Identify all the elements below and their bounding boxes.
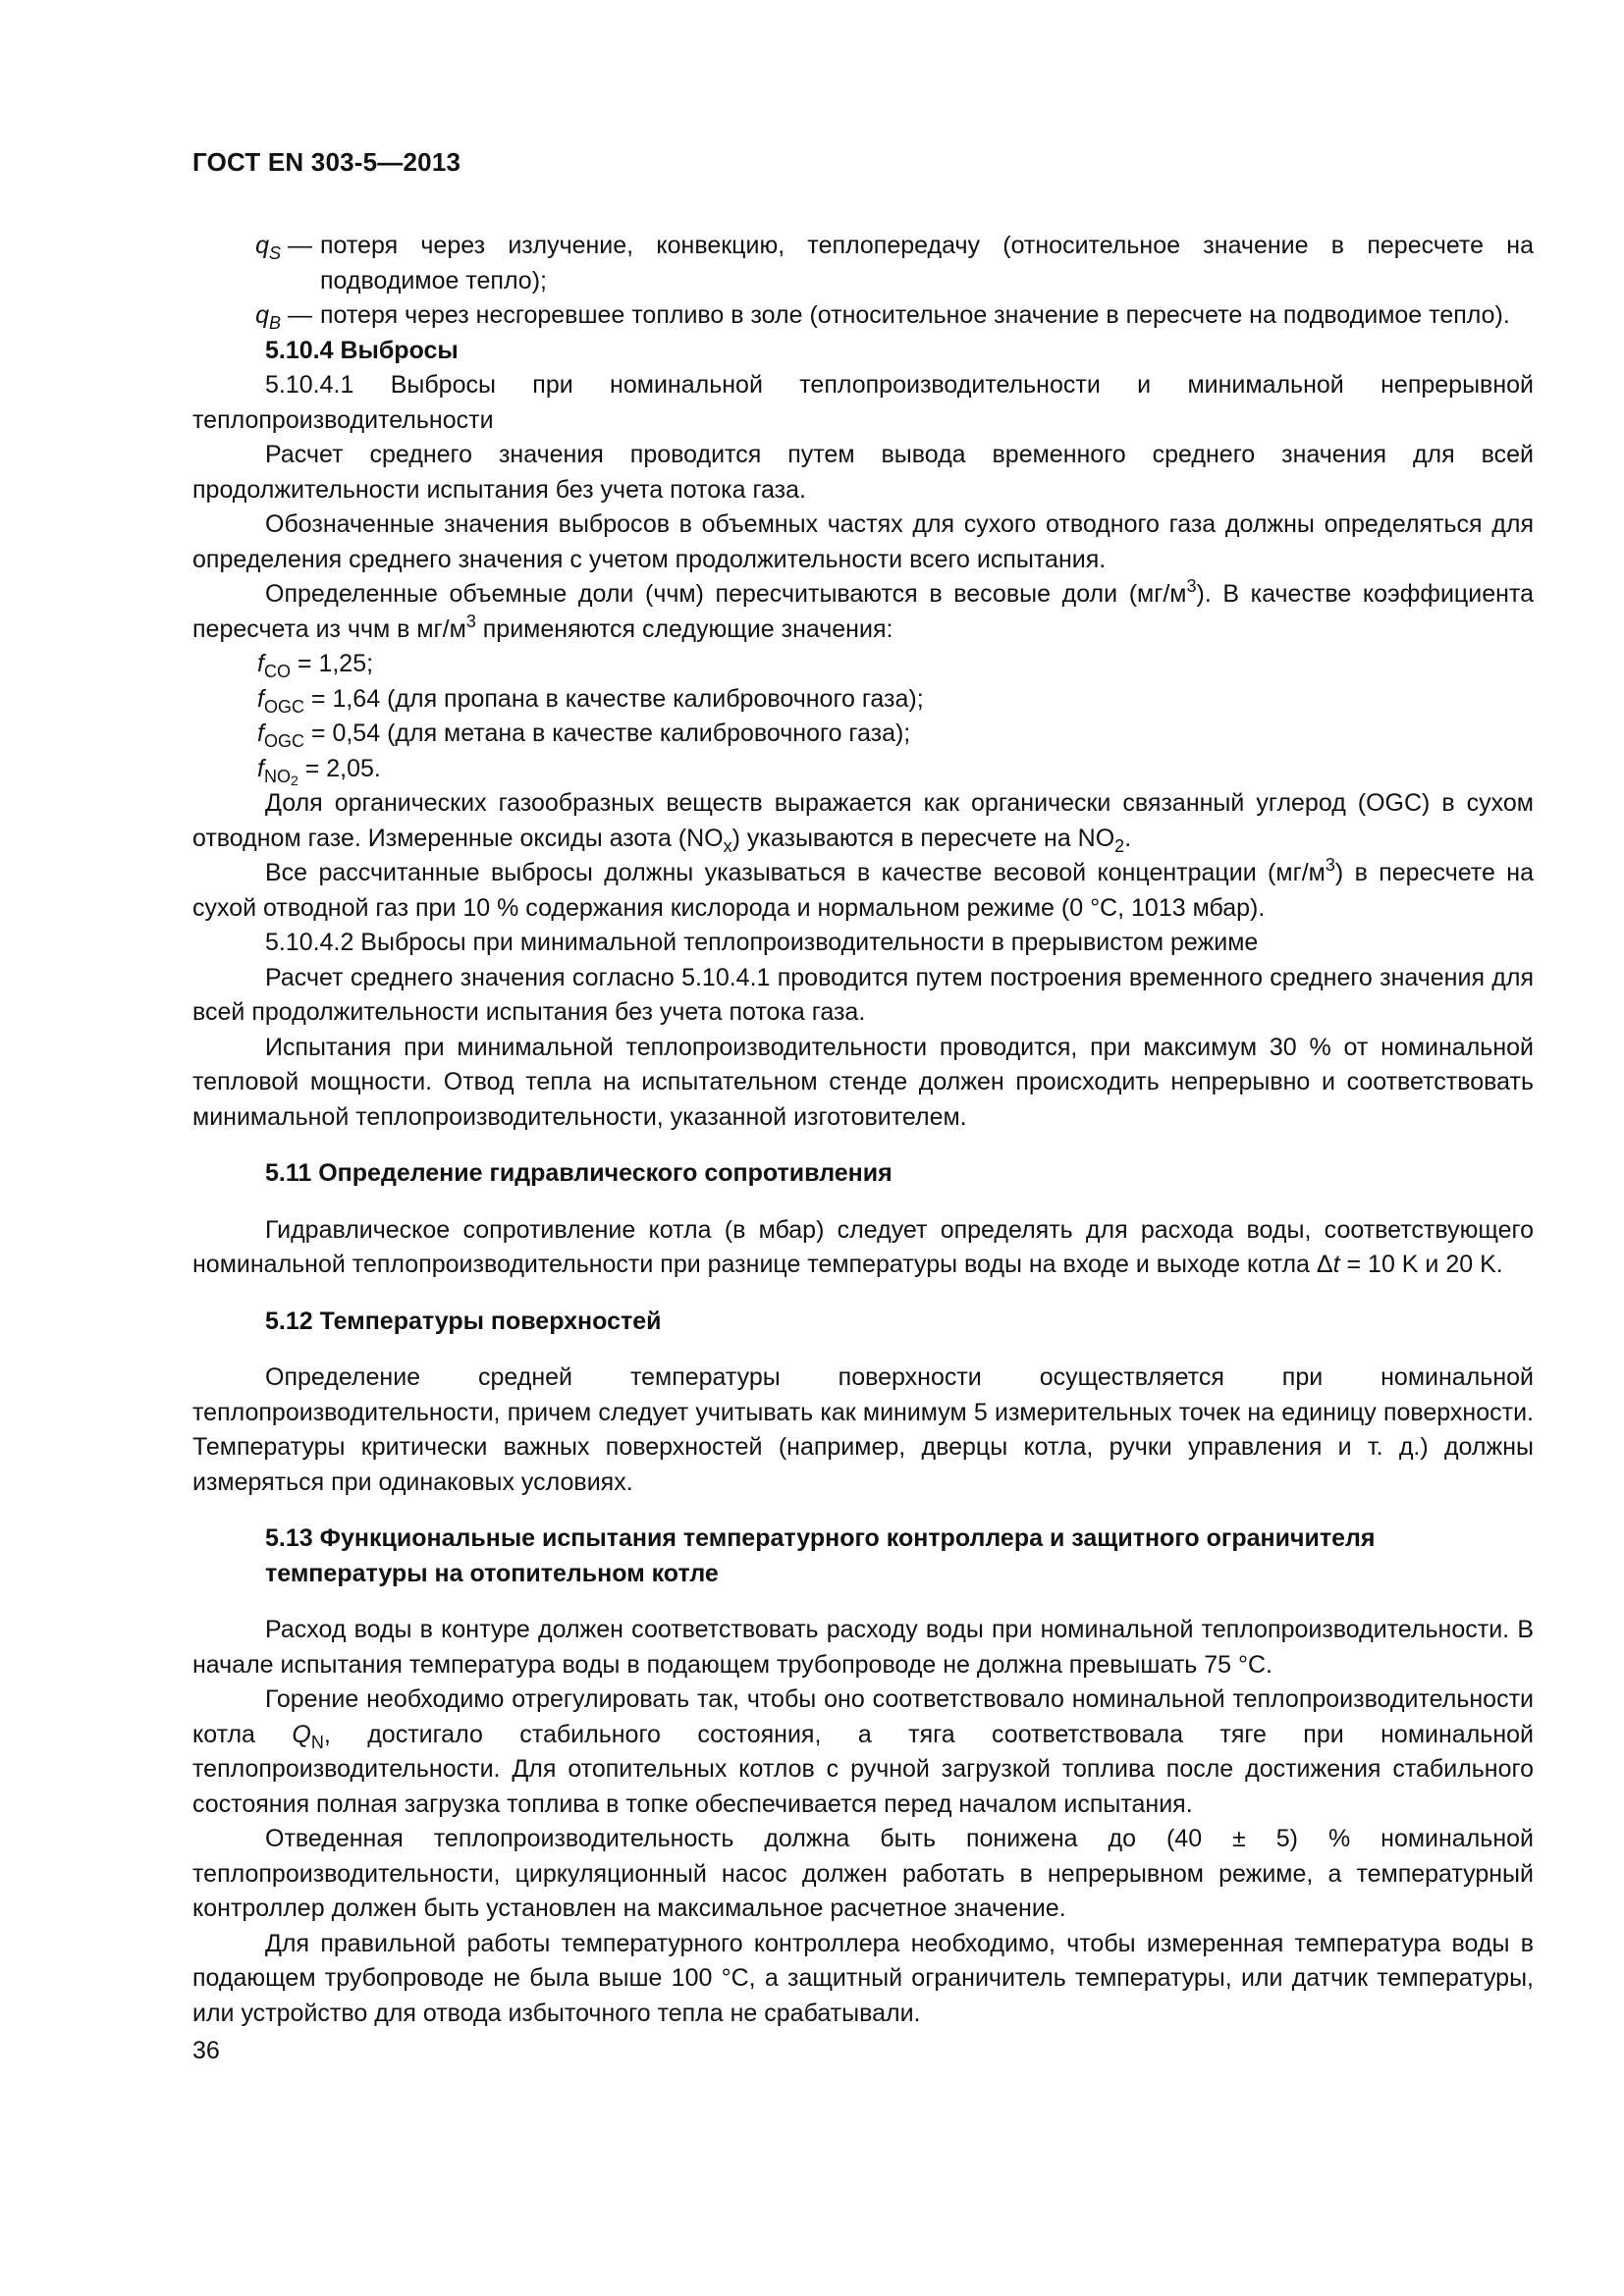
paragraph: Доля органических газообразных веществ выражается как органически связанный углерод (OGC) в сухом отводном газе. Измеренные оксиды азота $(NO_x)$ указываются в пересчете на $NO_2$. <box>192 789 1534 856</box>
definition-qs: $q_S$ — потеря через излучение, конвекцию, теплопередачу (относительное значение в пересчете на подводимое тепло); <box>192 229 1534 298</box>
heading-5-12: 5.12 Температуры поверхностей <box>265 1307 662 1335</box>
paragraph: Все рассчитанные выбросы должны указываться в качестве весовой концентрации $(мг/м^3)$ в пересчете на сухой отводной газ при 10 % содержания кислорода и нормальном режиме (0 °C, 1013 мбар). <box>192 855 1534 922</box>
definition-text: потеря через излучение, конвекцию, теплопередачу (относительное значение в пересчете на подводимое тепло); <box>320 232 1534 294</box>
paragraph: Обозначенные значения выбросов в объемных частях для сухого отводного газа должны определяться для определения среднего значения с учетом продолжительности всего испытания. <box>192 510 1534 573</box>
paragraph: Испытания при минимальной теплопроизводительности проводится, при максимум 30 % от номинальной тепловой мощности. Отвод тепла на испытательном стенде должен происходить непрерывно и соответствовать минимальной теплопроизводительности, указанной изготовителем. <box>192 1033 1534 1131</box>
paragraph: Расход воды в контуре должен соответствовать расходу воды при номинальной теплопроизводительности. В начале испытания температура воды в подающем трубопроводе не должна превышать 75 °C. <box>192 1616 1534 1679</box>
formula-f-ogc-propane: $f_{OGC} = 1,64$ (для пропана в качестве калибровочного газа); <box>257 684 924 717</box>
definition-text: потеря через несгоревшее топливо в золе (относительное значение в пересчете на подводимое тепло). <box>320 301 1510 329</box>
paragraph: Для правильной работы температурного контроллера необходимо, чтобы измеренная температура воды в подающем трубопроводе не была выше 100 °C, а защитный ограничитель температуры, или датчик температуры, или устройство для отвода избыточного тепла не срабатывали. <box>192 1929 1534 2027</box>
heading-5-11: 5.11 Определение гидравлического сопротивления <box>265 1159 893 1187</box>
heading-5-10-4: 5.10.4 Выбросы <box>265 336 459 364</box>
paragraph: Определенные объемные доли (ччм) пересчитываются в весовые доли $(мг/м^3)$. В качестве коэффициента пересчета из ччм в $мг/м^3$ применяются следующие значения: <box>192 576 1534 643</box>
paragraph: Гидравлическое сопротивление котла (в мбар) следует определять для расхода воды, соответствующего номинальной теплопроизводительности при разнице температуры воды на входе и выходе котла Δt = 10 K и 20 K. <box>192 1215 1534 1278</box>
formula-f-no2: $f_{NO_2} = 2,05$. <box>257 754 381 788</box>
paragraph: 5.10.4.2 Выбросы при минимальной теплопроизводительности в прерывистом режиме <box>265 929 1259 956</box>
paragraph: Отведенная теплопроизводительность должна быть понижена до (40 ± 5) % номинальной теплопроизводительности, циркуляционный насос должен работать в непрерывном режиме, а температурный контроллер должен быть установлен на максимальное расчетное значение. <box>192 1825 1534 1922</box>
definition-qb: $q_B$ — потеря через несгоревшее топливо в золе (относительное значение в пересчете на подводимое тепло). <box>192 298 1534 334</box>
paragraph: Расчет среднего значения согласно 5.10.4.1 проводится путем построения временного среднего значения для всей продолжительности испытания без учета потока газа. <box>192 963 1534 1026</box>
paragraph: Горение необходимо отрегулировать так, чтобы оно соответствовало номинальной теплопроизводительности котла $Q_N$, достигало стабильного состояния, а тяга соответствовала тяге при номинальной теплопроизводительности. Для отопительных котлов с ручной загрузкой топлива после достижения стабильного состояния полная загрузка топлива в топке обеспечивается перед началом испытания. <box>192 1685 1534 1818</box>
document-header: ГОСТ EN 303-5—2013 <box>192 147 461 177</box>
document-page <box>192 147 1534 2065</box>
formula-f-ogc-methane: $f_{OGC} = 0,54$ (для метана в качестве калибровочного газа); <box>257 720 911 751</box>
paragraph: Определение средней температуры поверхности осуществляется при номинальной теплопроизводительности, причем следует учитывать как минимум 5 измерительных точек на единицу поверхности. Температуры критически важных поверхностей (например, дверцы котла, ручки управления и т. д.) должны измеряться при одинаковых условиях. <box>192 1363 1534 1496</box>
page-number: 36 <box>192 2037 220 2064</box>
paragraph: 5.10.4.1 Выбросы при номинальной теплопроизводительности и минимальной непрерывной теплопроизводительности <box>192 371 1534 434</box>
paragraph: Расчет среднего значения проводится путем вывода временного среднего значения для всей продолжительности испытания без учета потока газа. <box>192 441 1534 504</box>
heading-5-13: 5.13 Функциональные испытания температурного контроллера и защитного ограничителя температуры на отопительном котле <box>265 1524 1376 1587</box>
formula-f-co: $f_{CO} = 1,25$; <box>257 650 374 681</box>
